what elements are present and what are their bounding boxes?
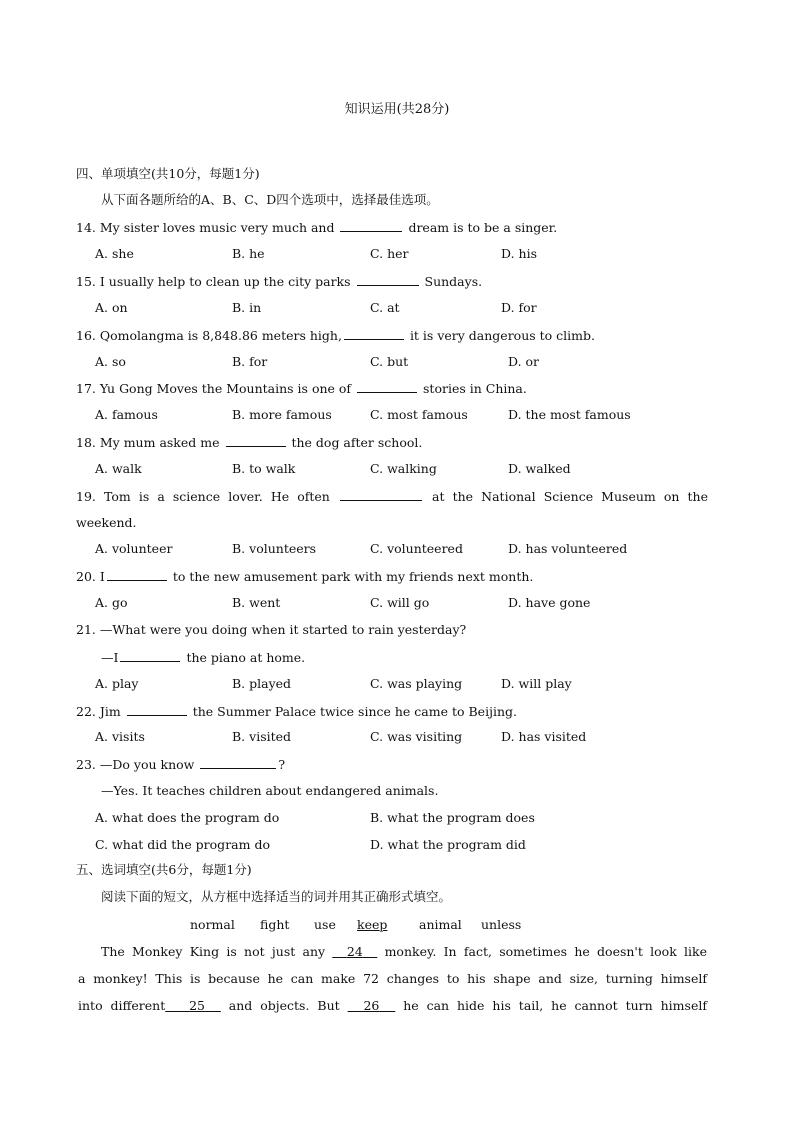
option-c[interactable]: C. at [370,300,400,315]
option-c[interactable]: C. most famous [370,407,468,422]
option-a[interactable]: A. what does the program do [95,810,280,825]
word-option: use [314,917,336,932]
word-option: animal [419,917,462,932]
option-c[interactable]: C. walking [370,461,437,476]
question-14: 14. My sister loves music very much and dream is to be a singer. [76,220,558,235]
page-title: 知识运用(共28分) [344,102,450,117]
passage-line-3: into different 25 and objects. But 26 he can hide his tail, he cannot turn himself [78,998,707,1013]
question-15: 15. I usually help to clean up the city parks Sundays. [76,274,483,289]
option-c[interactable]: C. will go [370,595,430,610]
question-23: 23. —Do you know ? [76,757,286,772]
section4-instruction: 从下面各题所给的A、B、C、D四个选项中，选择最佳选项。 [101,192,439,207]
answer-blank[interactable] [226,434,286,447]
option-b[interactable]: B. went [232,595,281,610]
blank-25[interactable]: 25 [189,998,205,1013]
option-c[interactable]: C. was visiting [370,729,463,744]
option-a[interactable]: A. she [95,246,134,261]
option-d[interactable]: D. the most famous [508,407,631,422]
passage-line-2: a monkey! This is because he can make 72 changes to his shape and size, turning himself [78,971,707,986]
section4-heading: 四、单项填空(共10分，每题1分) [76,166,260,181]
answer-blank[interactable] [340,219,402,232]
option-b[interactable]: B. for [232,354,268,369]
question-20: 20. I to the new amusement park with my friends next month. [76,569,534,584]
answer-blank[interactable] [357,380,417,393]
option-b[interactable]: B. played [232,676,292,691]
word-option: unless [481,917,522,932]
blank-26[interactable]: 26 [363,998,380,1013]
answer-blank[interactable] [344,327,404,340]
option-d[interactable]: D. has volunteered [508,541,628,556]
blank-24[interactable]: 24 [346,944,363,959]
answer-blank[interactable] [107,568,167,581]
option-b[interactable]: B. what the program does [370,810,535,825]
option-a[interactable]: A. walk [95,461,142,476]
answer-blank[interactable] [200,756,276,769]
question-21: 21. —What were you doing when it started to rain yesterday? [76,622,467,637]
option-b[interactable]: B. in [232,300,262,315]
option-a[interactable]: A. visits [95,729,145,744]
question-17: 17. Yu Gong Moves the Mountains is one of stories in China. [76,381,527,396]
option-b[interactable]: B. more famous [232,407,332,422]
option-a[interactable]: A. so [95,354,126,369]
option-d[interactable]: D. walked [508,461,571,476]
question-21-reply: —I the piano at home. [101,650,306,665]
option-b[interactable]: B. he [232,246,265,261]
option-b[interactable]: B. to walk [232,461,296,476]
section5-heading: 五、选词填空(共6分，每题1分) [76,862,252,877]
question-19-continuation: weekend. [76,515,137,530]
option-a[interactable]: A. famous [95,407,158,422]
question-19: 19. Tom is a science lover. He often at the National Science Museum on the [76,489,708,504]
option-c[interactable]: C. was playing [370,676,463,691]
word-option: keep [357,917,388,932]
option-d[interactable]: D. will play [501,676,572,691]
answer-blank[interactable] [340,488,422,501]
option-b[interactable]: B. volunteers [232,541,317,556]
answer-blank[interactable] [357,273,419,286]
option-a[interactable]: A. volunteer [95,541,173,556]
word-option: normal [190,917,235,932]
option-c[interactable]: C. volunteered [370,541,463,556]
option-d[interactable]: D. has visited [501,729,587,744]
option-d[interactable]: D. or [508,354,540,369]
option-d[interactable]: D. his [501,246,537,261]
answer-blank[interactable] [120,649,180,662]
question-23-reply: —Yes. It teaches children about endangered animals. [101,783,439,798]
option-a[interactable]: A. play [95,676,139,691]
option-c[interactable]: C. her [370,246,409,261]
passage-line-1: The Monkey King is not just any 24 monkey. In fact, sometimes he doesn't look like [101,944,707,959]
option-c[interactable]: C. but [370,354,409,369]
option-b[interactable]: B. visited [232,729,292,744]
option-a[interactable]: A. go [95,595,128,610]
option-d[interactable]: D. what the program did [370,837,526,852]
question-18: 18. My mum asked me the dog after school. [76,435,423,450]
option-d[interactable]: D. for [501,300,537,315]
question-22: 22. Jim the Summer Palace twice since he came to Beijing. [76,704,517,719]
option-c[interactable]: C. what did the program do [95,837,270,852]
question-16: 16. Qomolangma is 8,848.86 meters high, it is very dangerous to climb. [76,328,595,343]
word-option: fight [260,917,290,932]
answer-blank[interactable] [127,703,187,716]
section5-instruction: 阅读下面的短文，从方框中选择适当的词并用其正确形式填空。 [101,889,452,904]
option-a[interactable]: A. on [95,300,128,315]
option-d[interactable]: D. have gone [508,595,591,610]
